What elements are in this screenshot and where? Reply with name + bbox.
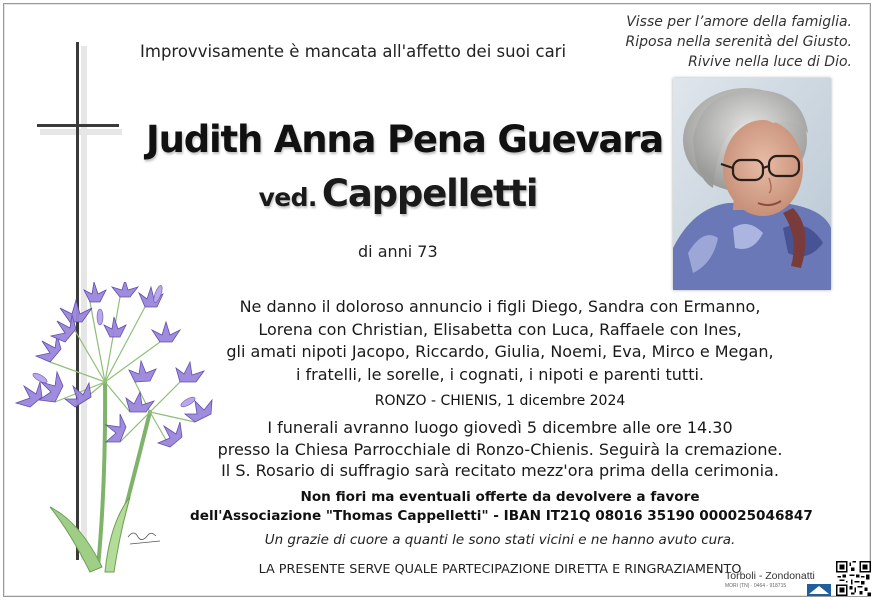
intro-text: Improvvisamente è mancata all'affetto dei suoi cari — [140, 42, 567, 61]
funeral-line: presso la Chiesa Parrocchiale di Ronzo-Chienis. Seguirà la cremazione. — [217, 439, 783, 459]
motto — [626, 12, 853, 72]
portrait-photo — [673, 78, 831, 290]
motto-line: Rivive nella luce di Dio. — [688, 54, 852, 70]
announcement — [200, 296, 800, 386]
motto-line: Visse per l’amore della famiglia. — [626, 14, 852, 30]
married-surname: Cappelletti — [321, 172, 538, 215]
qr-code-icon[interactable] — [836, 561, 871, 596]
married-prefix: ved. — [258, 183, 317, 212]
agapanthus-flower-illustration — [10, 282, 215, 577]
funeral-line: Il S. Rosario di suffragio sarà recitato mezz'ora prima della cerimonia. — [221, 461, 779, 480]
funeral-line: I funerali avranno luogo giovedì 5 dicembre alle ore 14.30 — [267, 418, 733, 437]
logo-subtitle: MORI (TN) · 0464 - 918715 — [725, 583, 787, 589]
married-name — [146, 172, 650, 215]
announcement-line: Lorena con Christian, Elisabetta con Luca, Raffaele con Ines, — [258, 319, 742, 339]
announcement-line: i fratelli, le sorelle, i cognati, i nipoti e parenti tutti. — [295, 364, 705, 384]
logo-name: Torboli - Zondonatti — [725, 570, 815, 582]
logo-mark-icon — [807, 584, 831, 596]
donation-line: dell'Associazione "Thomas Cappelletti" - IBAN IT21Q 08016 35190 000025046847 — [190, 508, 813, 524]
footer-text: LA PRESENTE SERVE QUALE PARTECIPAZIONE DIRETTA E RINGRAZIAMENTO — [258, 562, 742, 577]
announcement-line: gli amati nipoti Jacopo, Riccardo, Giulia, Noemi, Eva, Mirco e Megan, — [226, 342, 774, 361]
announcement-line: Ne danno il doloroso annuncio i figli Diego, Sandra con Ermanno, — [239, 297, 761, 316]
donation-line: Non fiori ma eventuali offerte da devolvere a favore — [300, 489, 700, 505]
thanks-text: Un grazie di cuore a quanti le sono stati vicini e ne hanno avuto cura. — [264, 532, 736, 548]
place-date: RONZO - CHIENIS, 1 dicembre 2024 — [374, 393, 626, 409]
donation-info — [190, 488, 813, 526]
deceased-name: Judith Anna Pena Guevara — [146, 118, 664, 161]
age-text: di anni 73 — [358, 242, 438, 261]
funeral-info — [200, 417, 800, 482]
motto-line: Riposa nella serenità del Giusto. — [625, 34, 852, 50]
funeral-home-logo — [725, 570, 833, 598]
